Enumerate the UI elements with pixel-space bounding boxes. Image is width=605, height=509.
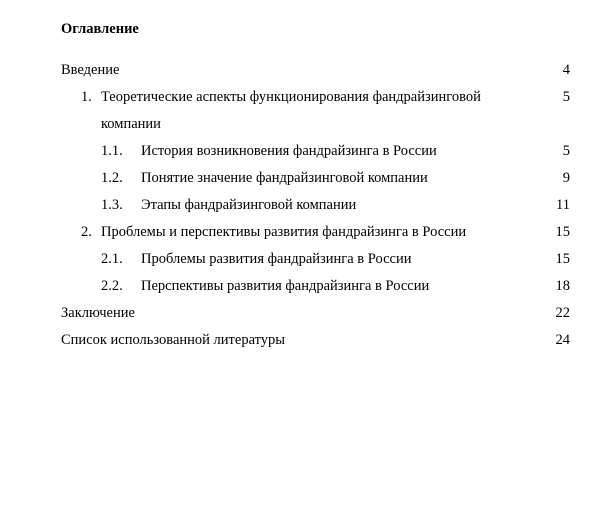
toc-entry-number: 2.1. <box>101 251 123 267</box>
toc-entry-text: Заключение <box>61 305 135 321</box>
toc-entry-page: 5 <box>562 89 570 105</box>
toc-entry-text: Теоретические аспекты функционирования фандрайзинговой <box>101 89 481 105</box>
toc-entry-number: 2. <box>81 224 92 240</box>
toc-entry-text: Список использованной литературы <box>61 332 286 348</box>
toc-entry-text-continuation: компании <box>101 116 161 132</box>
toc-entry-text: Проблемы развития фандрайзинга в России <box>141 251 412 267</box>
toc-entry-text: Введение <box>61 62 120 78</box>
toc-entry-text: Этапы фандрайзинговой компании <box>141 197 357 213</box>
toc-entry-text: Перспективы развития фандрайзинга в России <box>141 278 430 294</box>
toc-entry-number: 1.1. <box>101 143 123 159</box>
toc-entry-page: 24 <box>555 332 570 348</box>
toc-entry-page: 18 <box>555 278 570 294</box>
toc-entry-text: Проблемы и перспективы развития фандрайзинга в России <box>101 224 467 240</box>
toc-title: Оглавление <box>61 21 139 37</box>
toc-entry-text: История возникновения фандрайзинга в России <box>141 143 437 159</box>
toc-entry-number: 1.3. <box>101 197 123 213</box>
toc-entry-page: 9 <box>562 170 570 186</box>
toc-entry-page: 15 <box>555 251 570 267</box>
toc-entry-number: 1. <box>81 89 92 105</box>
toc-entry-page: 15 <box>555 224 570 240</box>
toc-entry-number: 1.2. <box>101 170 123 186</box>
toc-entry-page: 5 <box>562 143 570 159</box>
toc-entry-text: Понятие значение фандрайзинговой компании <box>141 170 428 186</box>
toc-entry-page: 11 <box>556 197 570 213</box>
toc-entry-number: 2.2. <box>101 278 123 294</box>
toc-entry-page: 4 <box>562 62 570 78</box>
toc-entry-page: 22 <box>555 305 570 321</box>
